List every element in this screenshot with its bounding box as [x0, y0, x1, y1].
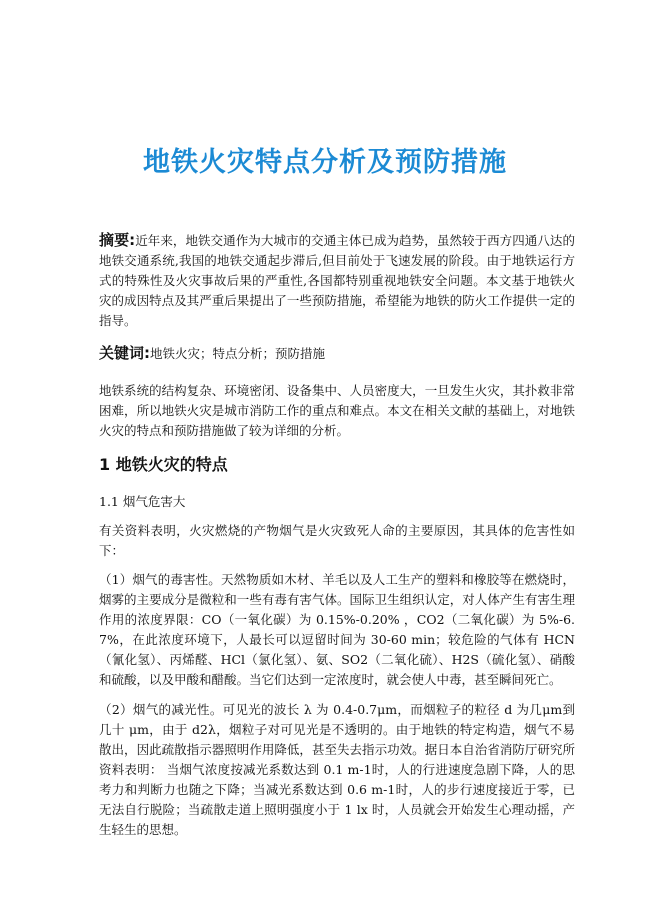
keywords-section: [99, 343, 575, 364]
smoke-intro-paragraph: 有关资料表明，火灾燃烧的产物烟气是火灾致死人命的主要原因，其具体的危害性如下：: [99, 523, 575, 558]
abstract-label: 摘要:: [99, 231, 136, 249]
subsection-1-1-heading-wrap: [99, 492, 575, 512]
abstract-section: [99, 230, 575, 331]
smoke-toxicity-paragraph: （1）烟气的毒害性。天然物质如木材、羊毛以及人工生产的塑料和橡胶等在燃烧时，烟雾的主要成分是微粒和一些有毒有害气体。国际卫生组织认定，对人体产生有害生理作用的浓度界限：CO（一氧化碳）为 0.15%-0.20% ，CO2（二氧化碳）为 5%-6.7%，在此浓度环境下，人最长可以逗留时间为 30-60 min；较危险的气体有 HCN（氰化氢）、丙烯醛、HCl（氯化氢）、氨、SO2（二氧化硫）、H2S（硫化氢）、硝酸和硫酸，以及甲酸和醋酸。当它们达到一定浓度时，就会使人中毒，甚至瞬间死亡。: [99, 572, 575, 687]
smoke-toxicity-section: [99, 570, 575, 690]
intro-section: [99, 381, 575, 441]
document-title: 地铁火灾特点分析及预防措施: [143, 147, 507, 178]
smoke-light-section: [99, 700, 575, 840]
abstract-text: 近年来，地铁交通作为大城市的交通主体已成为趋势，虽然较于西方四通八达的地铁交通系统,我国的地铁交通起步滞后,但目前处于飞速发展的阶段。由于地铁运行方式的特殊性及火灾事故后果的严重性,各国都特别重视地铁安全问题。本文基于地铁火灾的成因特点及其严重后果提出了一些预防措施，希望能为地铁的防火工作提供一定的指导。: [99, 233, 575, 328]
smoke-intro-section: [99, 521, 575, 561]
section-1-heading-wrap: [99, 455, 575, 475]
section-1-heading: 1 地铁火灾的特点: [99, 455, 228, 474]
abstract-paragraph: [99, 230, 575, 331]
keywords-paragraph: [99, 343, 575, 364]
subsection-1-1-heading: 1.1 烟气危害大: [99, 494, 186, 509]
keywords-label: 关键词:: [99, 344, 150, 362]
smoke-light-paragraph: （2）烟气的减光性。可见光的波长 λ 为 0.4-0.7μm，而烟粒子的粒径 d 为几μm到几十 μm，由于 d2λ，烟粒子对可见光是不透明的。由于地铁的特定构造，烟气不易散出，因此疏散指示器照明作用降低，甚至失去指示功效。据日本自治省消防厅研究所资料表明： 当烟气浓度按减光系数达到 0.1 m-1时，人的行进速度急剧下降，人的思考力和判断力也随之下降；当减光系数达到 0.6 m-1时，人的步行速度接近于零，已无法自行脱险；当疏散走道上照明强度小于 1 lx 时，人员就会开始发生心理动摇，产生轻生的思想。: [99, 702, 575, 837]
intro-paragraph: 地铁系统的结构复杂、环境密闭、设备集中、人员密度大，一旦发生火灾，其扑救非常困难，所以地铁火灾是城市消防工作的重点和难点。本文在相关文献的基础上，对地铁火灾的特点和预防措施做了较为详细的分析。: [99, 383, 575, 438]
keywords-text: 地铁火灾；特点分析；预防措施: [150, 346, 326, 361]
